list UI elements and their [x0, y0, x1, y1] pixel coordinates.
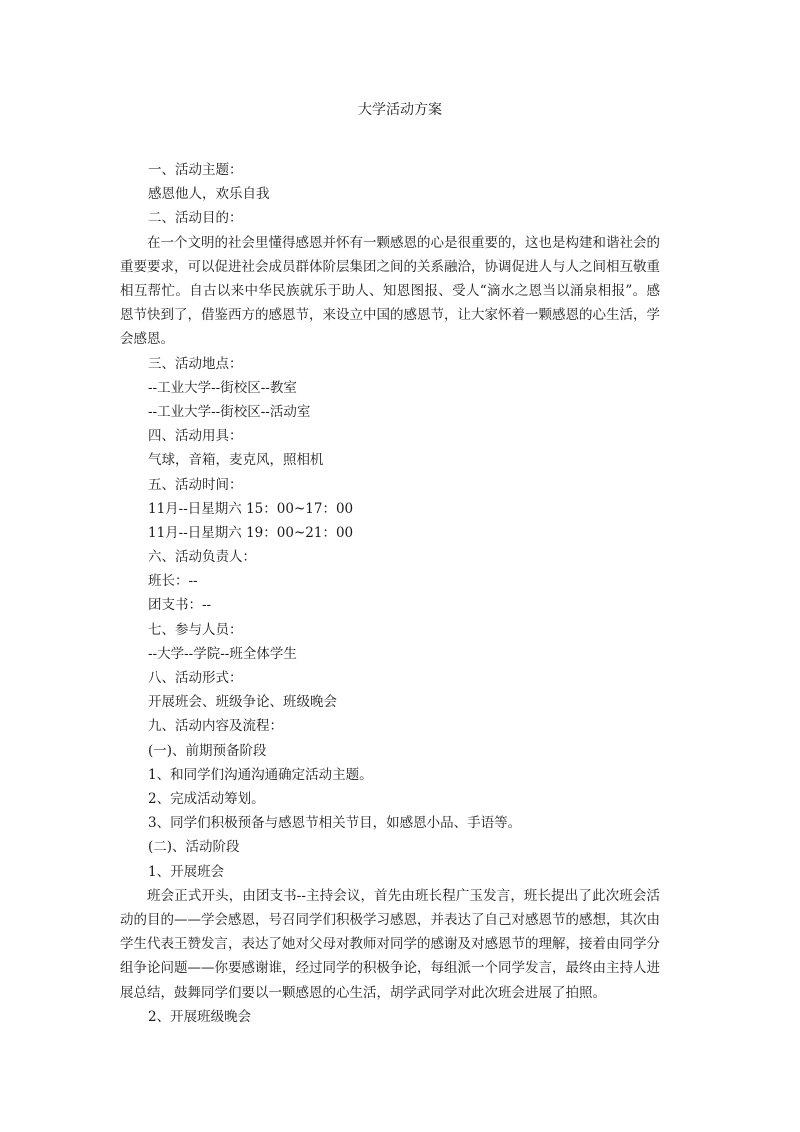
activity-item-2: 2、开展班级晚会	[148, 1008, 252, 1025]
activity-paragraph: 班会正式开头，由团支书--主持会议，首先由班长程广玉发言，班长提出了此次班会活动的目的——学会感恩，号召同学们积极学习感恩，并表达了自己对感恩节的感想，其次由学生代表王赞发言，表达了她对父母对教师对同学的感谢及对感恩节的理解，接着由同学分组争论问题——你要感谢谁，经过同学的积极争论，每组派一个同学发言，最终由主持人进展总结，鼓舞同学们要以一颗感恩的心生活，胡学武同学对此次班会进展了拍照。	[120, 887, 660, 1001]
participants-text: --大学--学院--班全体学生	[148, 645, 297, 662]
preparation-item-3: 3、同学们积极预备与感恩节相关节目，如感恩小品、手语等。	[148, 815, 522, 832]
document-title: 大学活动方案	[358, 102, 442, 118]
theme-text: 感恩他人，欢乐自我	[148, 186, 270, 203]
section-heading-leaders: 六、活动负责人：	[148, 549, 256, 566]
section-heading-content: 九、活动内容及流程：	[148, 718, 283, 735]
time-line-1: 11月--日星期六 15：00~17：00	[148, 500, 354, 517]
location-line-1: --工业大学--街校区--教室	[148, 379, 297, 396]
preparation-item-1: 1、和同学们沟通沟通确定活动主题。	[148, 766, 373, 783]
equipment-text: 气球，音箱，麦克风，照相机	[148, 452, 324, 469]
purpose-paragraph: 在一个文明的社会里懂得感恩并怀有一颗感恩的心是很重要的，这也是构建和谐社会的重要要求，可以促进社会成员群体阶层集团之间的关系融洽，协调促进人与人之间相互敬重相互帮忙。自古以来中华民族就乐于助人、知恩图报、受人“滴水之恩当以涌泉相报”。感恩节快到了，借鉴西方的感恩节，来设立中国的感恩节，让大家怀着一颗感恩的心生活，学会感恩。	[120, 234, 660, 348]
activity-item-1: 1、开展班会	[148, 863, 225, 880]
section-heading-purpose: 二、活动目的：	[148, 210, 243, 227]
time-line-2: 11月--日星期六 19：00~21：00	[148, 524, 354, 541]
section-heading-time: 五、活动时间：	[148, 476, 243, 493]
document-body	[120, 158, 678, 1029]
leader-line-2: 团支书：--	[148, 597, 212, 614]
leader-line-1: 班长：--	[148, 573, 198, 590]
preparation-item-2: 2、完成活动筹划。	[148, 790, 265, 807]
section-heading-location: 三、活动地点：	[148, 355, 243, 372]
subsection-preparation: (一)、前期预备阶段	[148, 742, 267, 759]
format-text: 开展班会、班级争论、班级晚会	[148, 694, 337, 711]
section-heading-theme: 一、活动主题：	[148, 162, 243, 178]
section-heading-equipment: 四、活动用具：	[148, 428, 243, 445]
location-line-2: --工业大学--街校区--活动室	[148, 403, 311, 420]
section-heading-format: 八、活动形式：	[148, 670, 243, 687]
section-heading-participants: 七、参与人员：	[148, 621, 243, 638]
subsection-activity: (二)、活动阶段	[148, 839, 240, 856]
